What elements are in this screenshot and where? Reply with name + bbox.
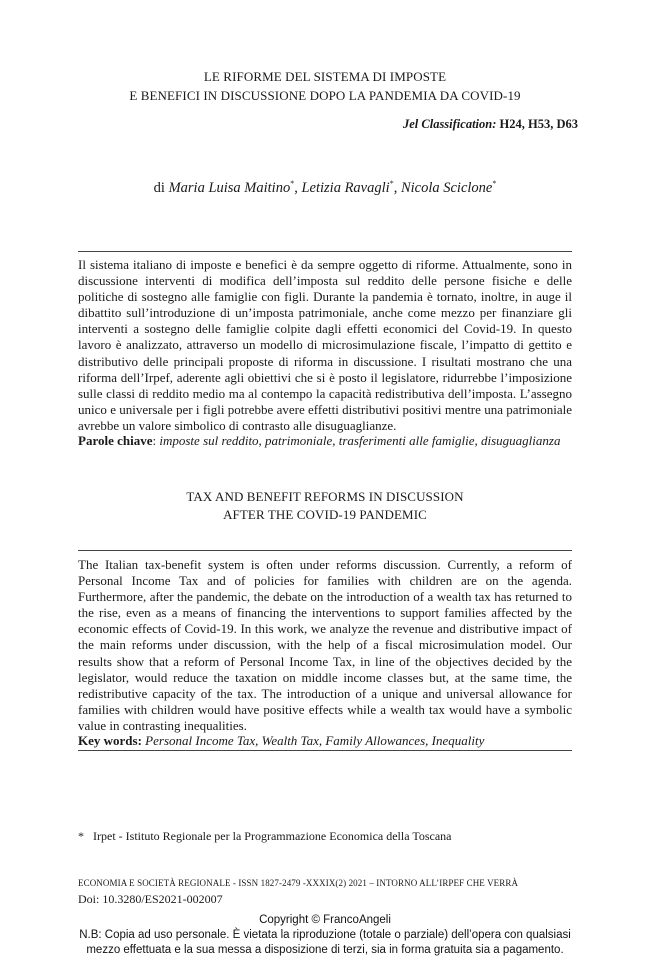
jel-codes: H24, H53, D63 <box>499 117 578 131</box>
affiliation-mark: * <box>290 179 295 188</box>
abstract-english: The Italian tax-benefit system is often under reforms discussion. Currently, a reform of Personal Income Tax and of policies for families with children are on the agenda. Furthermore, after the pandemic, the debate on the introduction of a wealth tax has returned to the rise, even as a means of financing the interventions to support families affected by the economic effects of Covid-19. In this work, we analyze the revenue and distributive impact of the main reforms under discussion, with the help of a fiscal microsimulation model. Our results show that a reform of Personal Income Tax, in line of the objectives decided by the legislator, would reduce the taxation on middle income classes but, at the same time, the redistributive capacity of the tax. The introduction of a unique and universal allowance for families with children would have positive effects while a wealth tax would have a symbolic value in contrasting inequalities. <box>78 557 572 733</box>
abstract-italian: Il sistema italiano di imposte e benefici è da sempre oggetto di riforme. Attualmente, sono in discussione interventi di modifica dell’imposta sul reddito delle persone fisiche e delle politiche di sostegno alle famiglie con figli. Durante la pandemia è tornato, inoltre, in auge il dibattito sull’introduzione di un’imposta patrimoniale, anche come mezzo per finanziare gli interventi a sostegno delle famiglie colpite dagli effetti economici del Covid-19. In questo lavoro è analizzato, attraverso un modello di microsimulazione fiscale, l’impatto di gettito e distributivo delle principali proposte di riforma in discussione. I risultati mostrano che una riforma dell’Irpef, aderente agli obiettivi che si è posto il legislatore, ridurrebbe l’imposizione sulle classi di reddito medio ma al contempo la capacità redistributiva dell’imposta. L’assegno unico e universale per i figli potrebbe avere effetti distributivi positivi mentre una patrimoniale avrebbe un valore simbolico di contrasto alle disuguaglianze. <box>78 257 572 433</box>
copyright-notice-line1: N.B: Copia ad uso personale. È vietata la riproduzione (totale o parziale) dell’opera con qualsiasi <box>79 929 571 941</box>
author-name: Letizia Ravagli <box>301 179 390 196</box>
keywords-italian: Parole chiave: imposte sul reddito, patrimoniale, trasferimenti alle famiglie, disuguaglianza <box>78 433 561 448</box>
affiliation-mark: * <box>389 179 394 188</box>
doi: Doi: 10.3280/ES2021-002007 <box>78 892 223 906</box>
footnote-mark: * <box>78 829 84 843</box>
abstract-en-top-rule <box>78 550 572 551</box>
copyright-notice-line2: mezzo effettuata e la sua messa a disposizione di terzi, sia in forma gratuita sia a pagamento. <box>86 944 564 956</box>
author-line: di Maria Luisa Maitino*, Letizia Ravagli*, Nicola Sciclone* <box>153 179 497 196</box>
title-english-line2: AFTER THE COVID-19 PANDEMIC <box>223 507 427 522</box>
jel-label: Jel Classification: <box>402 117 497 131</box>
affiliation-footnote <box>78 829 451 844</box>
footnote-text: Irpet - Istituto Regionale per la Programmazione Economica della Toscana <box>93 829 452 843</box>
abstract-top-rule <box>78 251 572 252</box>
keywords-list: Personal Income Tax, Wealth Tax, Family Allowances, Inequality <box>145 733 485 748</box>
keywords-list: imposte sul reddito, patrimoniale, trasferimenti alle famiglie, disuguaglianza <box>159 433 561 448</box>
affiliation-mark: * <box>492 179 497 188</box>
author-name: Maria Luisa Maitino <box>168 179 291 196</box>
copyright-line: Copyright © FrancoAngeli <box>259 914 391 926</box>
keywords-label: Key words: <box>78 733 142 748</box>
author-name: Nicola Sciclone <box>400 179 493 196</box>
jel-classification <box>403 117 578 132</box>
title-english-line1: TAX AND BENEFIT REFORMS IN DISCUSSION <box>186 489 464 504</box>
keywords-label: Parole chiave <box>78 433 153 448</box>
abstract-bottom-rule <box>78 750 572 751</box>
author-prefix: di <box>153 179 165 196</box>
title-italian-line2: E BENEFICI IN DISCUSSIONE DOPO LA PANDEMIA DA COVID-19 <box>129 88 521 103</box>
journal-reference: ECONOMIA E SOCIETÀ REGIONALE - ISSN 1827-2479 -XXXIX(2) 2021 – INTORNO ALL’IRPEF CHE VERRÀ <box>78 878 519 888</box>
keywords-english <box>78 733 572 749</box>
title-italian-line1: LE RIFORME DEL SISTEMA DI IMPOSTE <box>203 69 447 84</box>
